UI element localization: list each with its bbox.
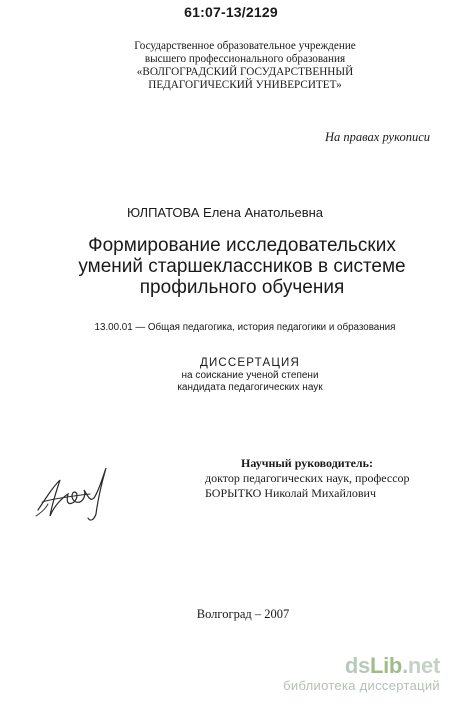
watermark-logo-dot: .	[402, 653, 408, 678]
institution-line: «ВОЛГОГРАДСКИЙ ГОСУДАРСТВЕННЫЙ	[136, 66, 354, 78]
author-name: ЮЛПАТОВА Елена Анатольевна	[126, 205, 324, 220]
degree-line: на соискание ученой степени	[181, 370, 319, 381]
title-line: умений старшеклассников в системе	[78, 256, 406, 277]
supervisor-name: БОРЫТКО Николай Михайлович	[205, 486, 376, 500]
supervisor-block	[205, 456, 410, 501]
supervisor-heading: Научный руководитель:	[241, 456, 373, 470]
institution-line: высшего профессионального образования	[144, 53, 346, 65]
degree-block	[100, 356, 400, 394]
institution-line: ПЕДАГОГИЧЕСКИЙ УНИВЕРСИТЕТ»	[148, 79, 342, 91]
title-line: профильного обучения	[139, 277, 345, 298]
watermark-subtitle: библиотека диссертаций	[283, 678, 440, 693]
watermark-logo-net: net	[407, 653, 440, 678]
dissertation-title	[62, 235, 422, 298]
watermark-logo-ds: ds	[344, 653, 370, 678]
rights-note: На правах рукописи	[325, 130, 430, 144]
handwritten-signature	[32, 458, 122, 528]
institution-block	[90, 40, 400, 92]
title-line: Формирование исследовательских	[88, 235, 396, 256]
degree-line: кандидата педагогических наук	[177, 382, 323, 393]
supervisor-degree: доктор педагогических наук, профессор	[205, 471, 410, 485]
city-year: Волгоград – 2007	[196, 607, 290, 621]
catalog-code: 61:07-13/2129	[184, 4, 278, 20]
watermark-logo-lib: Lib	[369, 653, 403, 678]
institution-line: Государственное образовательное учреждение	[134, 40, 356, 52]
degree-heading: ДИССЕРТАЦИЯ	[199, 357, 301, 369]
specialty-code: 13.00.01 — Общая педагогика, история педагогики и образования	[94, 322, 396, 333]
watermark	[283, 654, 440, 694]
watermark-logo	[283, 654, 440, 678]
